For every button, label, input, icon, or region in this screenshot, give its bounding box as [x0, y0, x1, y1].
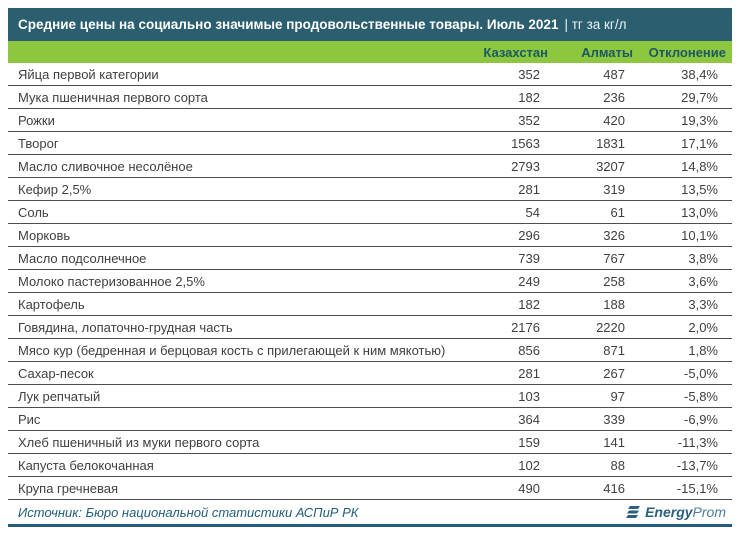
table-footer — [8, 500, 732, 527]
price-almaty: 339 — [603, 411, 625, 427]
product-name: Крупа гречневая — [18, 480, 119, 496]
table-row — [8, 270, 732, 293]
price-almaty: 871 — [603, 342, 625, 358]
product-name: Мука пшеничная первого сорта — [18, 89, 208, 105]
table-body — [8, 63, 732, 500]
page-title-unit: | тг за кг/л — [564, 17, 627, 32]
price-kazakhstan: 2176 — [511, 319, 540, 335]
product-name: Капуста белокочанная — [18, 457, 154, 473]
table-row — [8, 86, 732, 109]
price-almaty: 141 — [603, 434, 625, 450]
price-almaty: 3207 — [596, 158, 625, 174]
price-kazakhstan: 182 — [518, 296, 540, 312]
table-row — [8, 224, 732, 247]
column-header-deviation: Отклонение — [648, 44, 726, 60]
price-kazakhstan: 352 — [518, 112, 540, 128]
price-kazakhstan: 103 — [518, 388, 540, 404]
price-almaty: 319 — [603, 181, 625, 197]
price-kazakhstan: 54 — [525, 204, 540, 220]
deviation: -6,9% — [684, 411, 718, 427]
table-row — [8, 63, 732, 86]
price-almaty: 267 — [603, 365, 625, 381]
table-row — [8, 293, 732, 316]
deviation: 38,4% — [681, 66, 718, 82]
deviation: 3,8% — [688, 250, 718, 266]
deviation: 1,8% — [688, 342, 718, 358]
price-kazakhstan: 182 — [518, 89, 540, 105]
product-name: Масло подсолнечное — [18, 250, 147, 266]
price-kazakhstan: 281 — [518, 181, 540, 197]
table-row — [8, 178, 732, 201]
price-almaty: 416 — [603, 480, 625, 496]
table-row — [8, 201, 732, 224]
deviation: -15,1% — [676, 480, 718, 496]
deviation: 13,0% — [681, 204, 718, 220]
table-row — [8, 385, 732, 408]
logo-prom: Prom — [692, 504, 726, 520]
product-name: Кефир 2,5% — [18, 181, 92, 197]
price-almaty: 420 — [603, 112, 625, 128]
product-name: Говядина, лопаточно-грудная часть — [18, 319, 233, 335]
deviation: 2,0% — [688, 319, 718, 335]
deviation: 3,3% — [688, 296, 718, 312]
product-name: Мясо кур (бедренная и берцовая кость с прилегающей к ним мякотью) — [18, 342, 446, 358]
price-almaty: 767 — [603, 250, 625, 266]
price-kazakhstan: 102 — [518, 457, 540, 473]
deviation: 29,7% — [681, 89, 718, 105]
price-kazakhstan: 364 — [518, 411, 540, 427]
price-kazakhstan: 352 — [518, 66, 540, 82]
table-row — [8, 477, 732, 500]
price-kazakhstan: 739 — [518, 250, 540, 266]
price-kazakhstan: 490 — [518, 480, 540, 496]
product-name: Картофель — [18, 296, 85, 312]
table-row — [8, 155, 732, 178]
deviation: 14,8% — [681, 158, 718, 174]
deviation: -13,7% — [676, 457, 718, 473]
product-name: Масло сливочное несолёное — [18, 158, 193, 174]
price-kazakhstan: 1563 — [511, 135, 540, 151]
price-almaty: 2220 — [596, 319, 625, 335]
column-header-almaty: Алматы — [581, 44, 633, 60]
source-note: Источник: Бюро национальной статистики АСПиР РК — [18, 504, 359, 520]
deviation: 13,5% — [681, 181, 718, 197]
product-name: Рожки — [18, 112, 55, 128]
product-name: Яйца первой категории — [18, 66, 159, 82]
deviation: 17,1% — [681, 135, 718, 151]
price-almaty: 1831 — [596, 135, 625, 151]
page-title: Средние цены на социально значимые продовольственные товары. Июль 2021 — [18, 17, 559, 32]
energyprom-logo — [626, 504, 726, 520]
price-almaty: 487 — [603, 66, 625, 82]
table-row — [8, 109, 732, 132]
price-almaty: 61 — [610, 204, 625, 220]
table-row — [8, 431, 732, 454]
product-name: Лук репчатый — [18, 388, 101, 404]
price-kazakhstan: 249 — [518, 273, 540, 289]
deviation: 3,6% — [688, 273, 718, 289]
deviation: 19,3% — [681, 112, 718, 128]
price-almaty: 88 — [610, 457, 625, 473]
table-row — [8, 408, 732, 431]
logo-energy: Energy — [645, 504, 693, 520]
price-almaty: 258 — [603, 273, 625, 289]
table-row — [8, 316, 732, 339]
price-almaty: 188 — [603, 296, 625, 312]
deviation: 10,1% — [681, 227, 718, 243]
product-name: Творог — [18, 135, 59, 151]
energyprom-logo-icon — [626, 505, 641, 520]
product-name: Соль — [18, 204, 49, 220]
product-name: Хлеб пшеничный из муки первого сорта — [18, 434, 260, 450]
deviation: -5,0% — [684, 365, 718, 381]
energyprom-logo-text — [645, 504, 726, 520]
table-row — [8, 362, 732, 385]
price-kazakhstan: 159 — [518, 434, 540, 450]
table-row — [8, 339, 732, 362]
title-bar — [8, 8, 732, 41]
price-kazakhstan: 2793 — [511, 158, 540, 174]
table-container — [8, 8, 732, 527]
column-header-kazakhstan: Казахстан — [483, 44, 548, 60]
price-kazakhstan: 856 — [518, 342, 540, 358]
product-name: Молоко пастеризованное 2,5% — [18, 273, 205, 289]
table-row — [8, 247, 732, 270]
table-row — [8, 454, 732, 477]
product-name: Морковь — [18, 227, 71, 243]
price-almaty: 326 — [603, 227, 625, 243]
price-almaty: 97 — [610, 388, 625, 404]
product-name: Рис — [18, 411, 41, 427]
price-kazakhstan: 296 — [518, 227, 540, 243]
price-almaty: 236 — [603, 89, 625, 105]
table-row — [8, 132, 732, 155]
product-name: Сахар-песок — [18, 365, 94, 381]
deviation: -11,3% — [677, 434, 718, 450]
table-column-header — [8, 41, 732, 63]
price-kazakhstan: 281 — [518, 365, 540, 381]
deviation: -5,8% — [684, 388, 718, 404]
